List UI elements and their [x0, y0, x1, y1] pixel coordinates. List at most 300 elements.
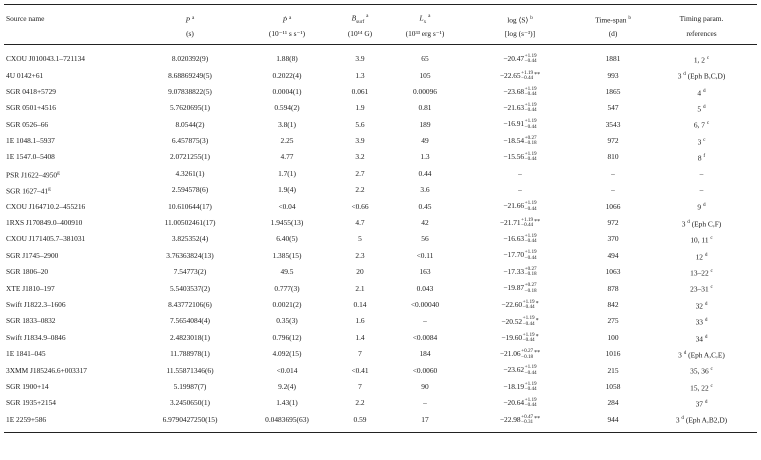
cell-source-name: [4, 44, 136, 67]
cell-source-name: [4, 248, 136, 264]
cell-timing-reference: [646, 117, 757, 133]
cell-log-s: [460, 44, 580, 67]
header-log-s: log ⟨S⟩ $^b$: [460, 5, 580, 28]
cell-source-name: [4, 84, 136, 100]
cell-log-s: [460, 231, 580, 247]
log-s-flag: **: [534, 350, 541, 357]
cell-timing-reference: [646, 84, 757, 100]
cell-time-span: 1865: [605, 86, 621, 96]
log-s-error-lower: −0.44: [522, 337, 535, 344]
log-s-error-upper: +0.47: [521, 413, 534, 420]
header-log-s-unit: [log (s⁻³)]: [460, 28, 580, 45]
cell-luminosity: 0.81: [418, 103, 432, 113]
log-s-error-upper: +1.19: [522, 299, 535, 306]
log-s-error-upper: +1.19: [521, 217, 534, 224]
reference-numbers: 35, 36: [690, 366, 709, 376]
log-s-errors: [525, 283, 537, 294]
cell-period: 5.19987(7): [173, 381, 207, 391]
reference-numbers: 15, 22: [690, 383, 709, 393]
log-s-error-lower: −0.44: [524, 156, 537, 163]
log-s-value: −20.47: [503, 53, 525, 63]
reference-numbers: 6, 7: [693, 120, 705, 130]
source-name: 1E 1841–045: [6, 349, 46, 359]
cell-log-s: [460, 346, 580, 362]
cell-surface-field: 3.9: [355, 136, 365, 146]
header-row-labels: [4, 5, 757, 28]
reference-note: c: [710, 366, 713, 373]
cell-time-span: 275: [607, 316, 619, 326]
log-s-value: −16.63: [503, 234, 525, 244]
reference-numbers: 4: [697, 88, 702, 98]
cell-period: 2.594578(6): [171, 185, 209, 195]
cell-luminosity: 1.3: [420, 152, 430, 162]
cell-timing-reference: [646, 412, 757, 433]
source-name: 3XMM J185246.6+003317: [6, 365, 87, 375]
table-row: [4, 330, 757, 346]
cell-time-span: 3543: [605, 119, 621, 129]
cell-surface-field: 20: [356, 267, 364, 277]
cell-period-derivative: 0.796(12): [272, 332, 302, 342]
source-name: CXOU J010043.1–721134: [6, 54, 85, 64]
log-s-error-upper: +0.27: [524, 282, 537, 289]
reference-numbers: –: [699, 185, 704, 195]
header-period-derivative-unit: (10⁻¹¹ s s⁻¹): [244, 28, 330, 45]
log-s-errors: [521, 71, 533, 82]
cell-period-derivative: 1.9455(13): [270, 218, 304, 228]
cell-luminosity: 189: [419, 119, 431, 129]
log-s-errors: [525, 234, 537, 245]
reference-numbers: 32: [695, 301, 703, 311]
table-row: [4, 166, 757, 182]
log-s-errors: [525, 103, 537, 114]
cell-period-derivative: 3.8(1): [278, 119, 296, 129]
cell-log-s: [460, 313, 580, 329]
log-s-error-lower: −0.44: [521, 222, 534, 229]
cell-period: 8.0544(2): [175, 119, 205, 129]
table-row: [4, 84, 757, 100]
log-s-error-lower: −0.18: [524, 271, 537, 278]
cell-timing-reference: [646, 280, 757, 296]
cell-timing-reference: [646, 133, 757, 149]
cell-surface-field: 4.7: [355, 218, 365, 228]
log-s-errors: [523, 316, 535, 327]
cell-source-name: [4, 280, 136, 296]
cell-source-name: [4, 231, 136, 247]
source-name: 1E 1048.1–5937: [6, 136, 55, 146]
log-s-value: −17.70: [503, 250, 525, 260]
cell-source-name: [4, 149, 136, 165]
cell-period: 3.76363824(13): [166, 250, 214, 260]
reference-note: c: [703, 136, 706, 143]
cell-period: 5.7620695(1): [169, 103, 211, 113]
reference-numbers: 33: [695, 317, 703, 327]
cell-timing-reference: [646, 198, 757, 214]
cell-timing-reference: [646, 330, 757, 346]
cell-luminosity: 17: [390, 412, 460, 433]
log-s-value: −23.62: [503, 365, 525, 375]
cell-log-s: [460, 100, 580, 116]
cell-time-span: 1066: [605, 201, 621, 211]
reference-ephemeris: (Eph A,B2,D): [684, 415, 728, 425]
reference-numbers: 10, 11: [690, 235, 709, 245]
log-s-flag: *: [535, 317, 539, 324]
log-s-error-lower: −0.44: [524, 254, 537, 261]
reference-numbers: –: [699, 168, 704, 178]
log-s-error-upper: +0.27: [524, 134, 537, 141]
cell-source-name: [4, 313, 136, 329]
cell-time-span: 972: [607, 136, 619, 146]
cell-period-derivative: 4.092(15): [272, 349, 302, 359]
cell-surface-field: 2.2: [355, 185, 365, 195]
cell-surface-field: 0.061: [351, 86, 369, 96]
cell-luminosity: <0.00040: [410, 299, 440, 309]
reference-note: d: [683, 71, 686, 78]
log-s-error-upper: +1.19: [524, 200, 537, 207]
cell-timing-reference: [646, 182, 757, 198]
table-row: [4, 215, 757, 231]
cell-time-span: 1016: [605, 349, 621, 359]
cell-period: 8.020392(9): [171, 54, 209, 64]
cell-source-name: [4, 166, 136, 182]
log-s-errors: [525, 54, 537, 65]
log-s-flag: **: [534, 219, 541, 226]
cell-surface-field: 1.4: [355, 332, 365, 342]
log-s-errors: [523, 333, 535, 344]
cell-luminosity: <0.0084: [412, 332, 438, 342]
header-row-units: [4, 28, 757, 45]
reference-numbers: 3: [677, 71, 682, 81]
reference-numbers: 34: [695, 334, 703, 343]
cell-period-derivative: <0.014: [276, 365, 298, 375]
cell-luminosity: 90: [421, 381, 429, 391]
log-s-errors: [521, 218, 533, 229]
cell-surface-field: 1.6: [355, 316, 365, 326]
reference-note: d: [687, 218, 690, 225]
table-row: [4, 198, 757, 214]
cell-surface-field: 1.3: [355, 70, 365, 80]
cell-source-name: [4, 100, 136, 116]
log-s-error-lower: −0.44: [524, 90, 537, 97]
cell-surface-field: 7: [358, 349, 362, 359]
log-s-error-lower: −0.44: [522, 304, 535, 311]
source-name: SGR 0418+5729: [6, 86, 56, 96]
cell-time-span: 944: [580, 412, 646, 433]
source-name: 1E 2259+586: [6, 414, 47, 424]
cell-source-name: [4, 330, 136, 346]
cell-surface-field: 3.9: [355, 54, 365, 64]
log-s-value: −23.68: [503, 86, 525, 96]
cell-log-s: [460, 84, 580, 100]
reference-numbers: 23–31: [690, 284, 709, 294]
log-s-value: −21.66: [503, 201, 525, 211]
cell-log-s: [460, 215, 580, 231]
cell-luminosity: –: [423, 398, 427, 408]
cell-luminosity: <0.0060: [412, 365, 438, 375]
cell-period: 11.00502461(17): [164, 218, 216, 228]
reference-note: d: [704, 251, 708, 258]
reference-ephemeris: (Eph C,F): [689, 219, 722, 229]
table-row: [4, 395, 757, 411]
log-s-errors: [525, 152, 537, 163]
log-s-error-upper: +0.27: [524, 265, 537, 272]
source-name: SGR 1935+2154: [6, 398, 56, 408]
source-name-note: g: [48, 186, 51, 193]
table-row: [4, 182, 757, 198]
cell-surface-field: 1.9: [355, 103, 365, 113]
cell-period-derivative: 1.7(1): [278, 168, 296, 178]
source-name: SGR 0501+4516: [6, 103, 56, 113]
log-s-value: −19.87: [503, 283, 525, 293]
reference-note: f: [703, 153, 706, 160]
header-luminosity: $L_x$ $^a$: [390, 5, 460, 28]
source-name: SGR 1833–0832: [6, 316, 56, 326]
cell-time-span: 842: [607, 299, 619, 309]
cell-period: 8.43772106(6): [168, 299, 212, 309]
log-s-error-upper: +1.19: [522, 331, 535, 338]
cell-source-name: [4, 198, 136, 214]
log-s-error-lower: −0.44: [524, 123, 537, 130]
cell-luminosity: <0.11: [416, 250, 434, 260]
log-s-error-upper: +0.27: [521, 348, 534, 355]
log-s-error-lower: −0.44: [522, 320, 535, 327]
reference-note: d: [704, 317, 708, 324]
log-s-flag: **: [534, 71, 541, 78]
cell-log-s: [460, 379, 580, 395]
cell-timing-reference: [646, 215, 757, 231]
reference-note: c: [710, 382, 713, 389]
header-luminosity-unit: (10³³ erg s⁻¹): [390, 28, 460, 45]
table-row: [4, 117, 757, 133]
header-surface-field-unit: (10¹⁴ G): [330, 28, 390, 45]
table-row: [4, 264, 757, 280]
reference-note: d: [704, 399, 708, 406]
cell-time-span: 215: [607, 365, 619, 375]
log-s-value: −16.91: [503, 119, 525, 129]
header-period-derivative: Ṗ $^a$: [244, 5, 330, 28]
cell-log-s: [460, 412, 580, 433]
cell-time-span: 878: [607, 283, 619, 293]
log-s-error-upper: +1.19: [522, 315, 535, 322]
log-s-errors: [525, 201, 537, 212]
reference-numbers: 12: [695, 252, 703, 262]
cell-surface-field: 5.6: [355, 119, 365, 129]
cell-time-span: 1063: [605, 267, 621, 277]
reference-note: d: [683, 349, 687, 356]
cell-luminosity: 65: [421, 54, 429, 64]
log-s-error-upper: +1.19: [524, 151, 537, 158]
cell-source-name: [4, 264, 136, 280]
log-s-value: −21.71: [499, 218, 521, 228]
log-s-value: −22.98: [499, 414, 521, 424]
reference-ephemeris: (Eph A,C,E): [686, 350, 725, 360]
cell-log-s: [460, 117, 580, 133]
cell-period-derivative: 4.77: [280, 152, 294, 162]
cell-timing-reference: [646, 100, 757, 116]
source-name: SGR 0526–66: [6, 119, 49, 129]
log-s-error-lower: −0.44: [524, 385, 537, 392]
log-s-value: −18.19: [503, 381, 525, 391]
reference-note: c: [710, 267, 713, 274]
log-s-error-lower: −0.31: [521, 419, 534, 426]
log-s-errors: [523, 300, 535, 311]
cell-period-derivative: 0.2022(4): [272, 70, 302, 80]
header-time-span-unit: (d): [580, 28, 646, 45]
cell-time-span: –: [611, 185, 615, 195]
cell-period: 4.3261(1): [175, 168, 205, 178]
reference-note: d: [702, 202, 706, 209]
reference-ephemeris: (Eph B,C,D): [685, 71, 726, 81]
cell-log-s: [460, 297, 580, 313]
table-row: [4, 280, 757, 296]
reference-numbers: 9: [697, 202, 702, 212]
cell-period-derivative: 0.0483695(63): [244, 412, 330, 433]
cell-surface-field: 2.1: [355, 283, 365, 293]
cell-timing-reference: [646, 362, 757, 378]
cell-timing-reference: [646, 67, 757, 83]
cell-timing-reference: [646, 264, 757, 280]
cell-period-derivative: 0.777(3): [274, 283, 300, 293]
log-s-error-lower: −0.18: [524, 287, 537, 294]
table-row: [4, 149, 757, 165]
cell-surface-field: 2.3: [355, 250, 365, 260]
magnetar-timing-table: [4, 4, 757, 433]
cell-timing-reference: [646, 313, 757, 329]
cell-period-derivative: 1.9(4): [278, 185, 296, 195]
cell-period: 2.4823018(1): [169, 332, 211, 342]
cell-log-s: [460, 362, 580, 378]
log-s-errors: [525, 267, 537, 278]
reference-note: d: [702, 87, 706, 94]
log-s-value: −20.52: [501, 316, 523, 326]
reference-note: c: [710, 235, 713, 242]
log-s-value: −20.64: [503, 398, 525, 408]
reference-numbers: 5: [697, 104, 702, 114]
cell-period: 11.55871346(6): [166, 365, 214, 375]
cell-time-span: 1881: [605, 54, 621, 64]
reference-numbers: 3: [697, 137, 702, 147]
cell-source-name: [4, 215, 136, 231]
header-timing-references: Timing param.: [646, 5, 757, 28]
log-s-value: −15.56: [503, 152, 525, 162]
log-s-error-lower: −0.44: [521, 74, 534, 81]
cell-time-span: 284: [607, 398, 619, 408]
cell-source-name: [4, 117, 136, 133]
cell-log-s: [460, 149, 580, 165]
cell-surface-field: 2.2: [355, 398, 365, 408]
table-row: [4, 231, 757, 247]
cell-period-derivative: 9.2(4): [278, 381, 296, 391]
cell-surface-field: 2.7: [355, 168, 365, 178]
header-source-name-unit: [4, 28, 136, 45]
cell-time-span: 494: [607, 250, 619, 260]
cell-time-span: 1058: [605, 381, 621, 391]
log-s-error-upper: +1.19: [524, 396, 537, 403]
cell-timing-reference: [646, 166, 757, 182]
cell-surface-field: 5: [358, 234, 362, 244]
log-s-errors: [525, 136, 537, 147]
log-s-value: −19.60: [501, 332, 523, 342]
log-s-errors: [521, 415, 533, 426]
cell-period: 8.68869249(5): [168, 70, 212, 80]
cell-period-derivative: 49.5: [280, 267, 294, 277]
table-row: [4, 133, 757, 149]
cell-log-s: [460, 198, 580, 214]
log-s-error-lower: −0.44: [524, 402, 537, 409]
reference-numbers: 3: [681, 219, 686, 229]
reference-note: c: [710, 284, 713, 291]
cell-timing-reference: [646, 149, 757, 165]
cell-period-derivative: 0.594(2): [274, 103, 300, 113]
table-row: [4, 100, 757, 116]
cell-luminosity: 105: [419, 70, 431, 80]
cell-log-s: [460, 395, 580, 411]
cell-surface-field: <0.41: [351, 365, 369, 375]
reference-note: c: [706, 120, 710, 127]
source-name: 4U 0142+61: [6, 70, 44, 80]
log-s-flag: *: [535, 301, 539, 308]
cell-luminosity: 184: [419, 349, 431, 359]
cell-log-s: [460, 248, 580, 264]
cell-period-derivative: 0.35(3): [276, 316, 298, 326]
cell-period: 6.457875(3): [171, 136, 209, 146]
table-row: [4, 362, 757, 378]
cell-source-name: [4, 182, 136, 198]
reference-numbers: 1, 2: [693, 55, 705, 65]
log-s-value: −22.65: [499, 70, 521, 80]
source-name: SGR J1745–2900: [6, 250, 59, 260]
log-s-errors: [525, 382, 537, 393]
header-period: P $^a$: [136, 5, 244, 28]
cell-period: 5.5403537(2): [169, 283, 211, 293]
reference-note: d: [681, 415, 685, 422]
source-name: XTE J1810–197: [6, 283, 55, 293]
cell-period: 3.2450650(1): [169, 398, 211, 408]
cell-luminosity: 56: [421, 234, 429, 244]
cell-period: 10.610644(17): [168, 201, 212, 211]
cell-source-name: [4, 395, 136, 411]
cell-period-derivative: 6.40(5): [276, 234, 298, 244]
header-time-span: Time-span $^b$: [580, 5, 646, 28]
cell-time-span: 370: [607, 234, 619, 244]
cell-log-s: [460, 330, 580, 346]
log-s-value: –: [518, 185, 522, 195]
log-s-value: −18.54: [503, 135, 525, 145]
cell-period: 6.9790427250(15): [136, 412, 244, 433]
cell-surface-field: 0.59: [330, 412, 390, 433]
cell-source-name: [4, 297, 136, 313]
reference-note: d: [704, 333, 708, 340]
cell-time-span: 100: [607, 332, 619, 342]
table-row: [4, 248, 757, 264]
table-row: [4, 313, 757, 329]
cell-period-derivative: 0.0004(1): [272, 86, 302, 96]
cell-time-span: 810: [607, 152, 619, 162]
table-row: [4, 346, 757, 362]
header-timing-references-unit: references: [646, 28, 757, 45]
cell-source-name: [4, 379, 136, 395]
cell-log-s: [460, 182, 580, 198]
log-s-errors: [521, 349, 533, 360]
cell-time-span: –: [611, 168, 615, 178]
cell-timing-reference: [646, 297, 757, 313]
source-name: SGR 1627–41: [6, 186, 49, 196]
log-s-error-lower: −0.18: [521, 353, 534, 360]
cell-source-name: [4, 362, 136, 378]
cell-luminosity: 163: [419, 267, 431, 277]
header-period-unit: (s): [136, 28, 244, 45]
log-s-error-upper: +1.19: [524, 85, 537, 92]
log-s-flag: **: [534, 415, 541, 422]
